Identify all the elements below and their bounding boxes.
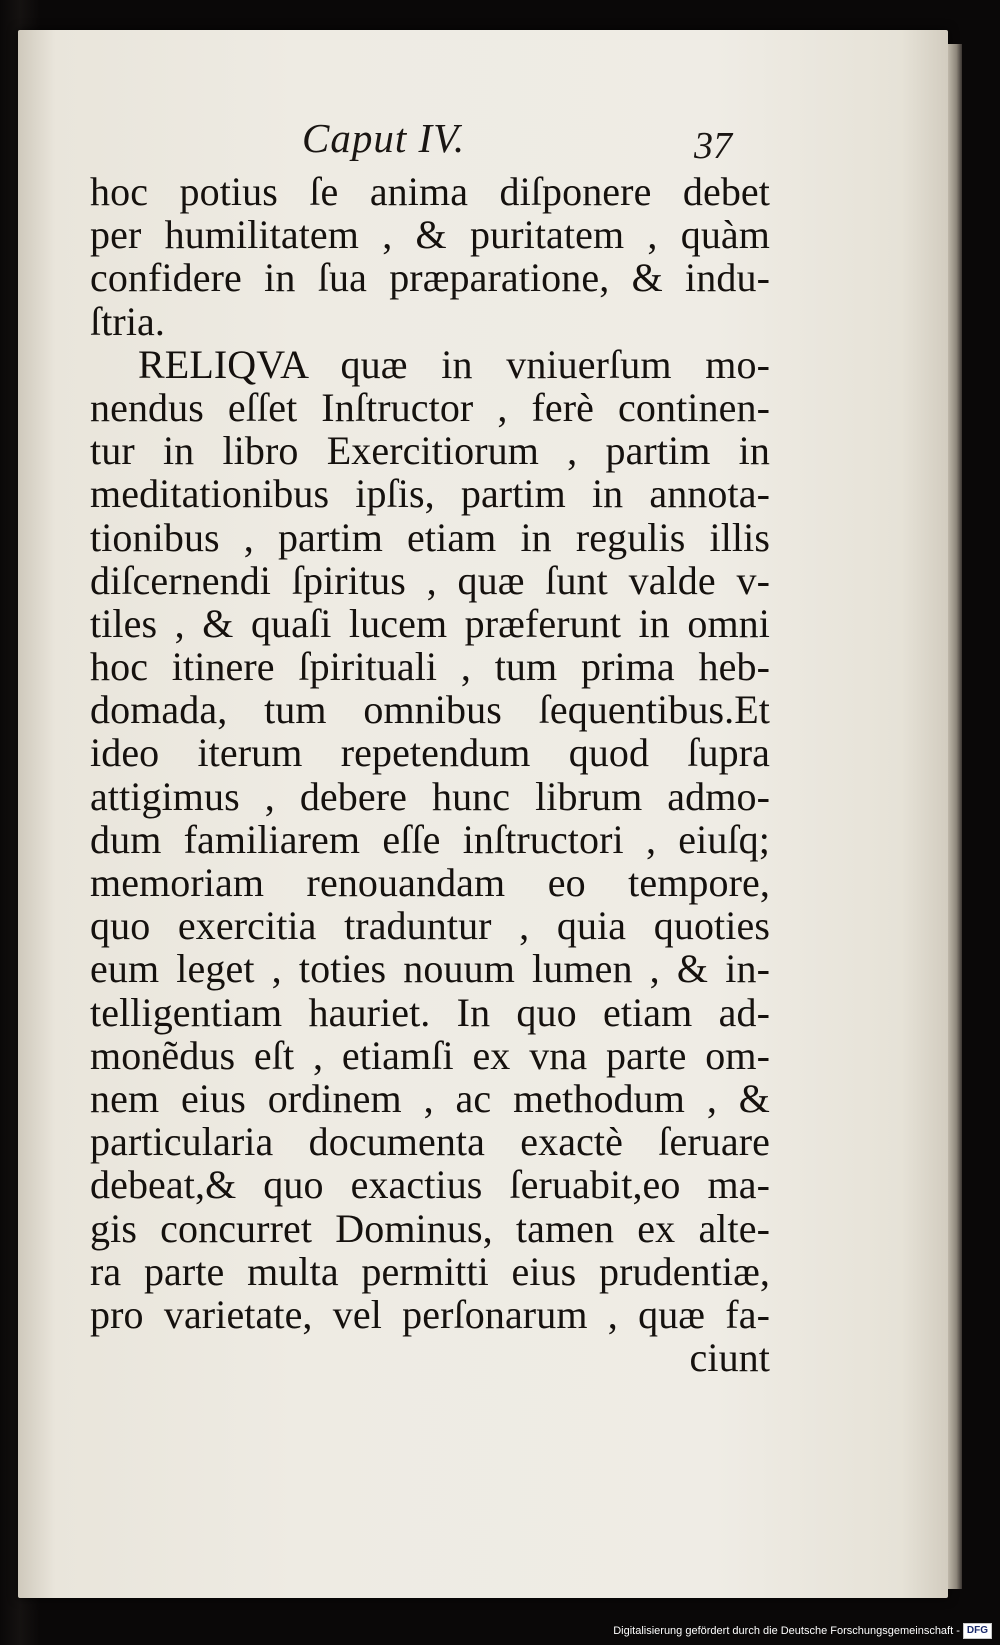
text-line: tiles , & quaſi lucem præferunt in omni xyxy=(90,600,770,646)
text-line: debeat,& quo exactius ſeruabit,eo ma- xyxy=(90,1162,770,1208)
text-line: nendus eſſet Inſtructor , ferè continen- xyxy=(90,384,770,430)
text-line: monẽdus eſt , etiamſi ex vna parte om- xyxy=(90,1032,770,1078)
catchword: ciunt xyxy=(689,1335,770,1381)
digitization-footer xyxy=(613,1623,992,1639)
text-line: gis concurret Dominus, tamen ex alte- xyxy=(90,1205,770,1251)
text-line: quo exercitia traduntur , quia quoties xyxy=(90,903,770,949)
text-line: tur in libro Exercitiorum , partim in xyxy=(90,428,770,474)
text-line: ſtria. xyxy=(90,298,166,344)
text-line: diſcernendi ſpiritus , quæ ſunt valde v- xyxy=(90,557,770,603)
text-line: tionibus , partim etiam in regulis illis xyxy=(90,514,770,560)
text-line: per humilitatem , & puritatem , quàm xyxy=(90,212,770,258)
page-header xyxy=(18,114,948,167)
text-line: confidere in ſua præparatione, & indu- xyxy=(90,255,770,301)
page-number: 37 xyxy=(694,125,732,167)
text-line: hoc itinere ſpirituali , tum prima heb- xyxy=(90,644,770,690)
dfg-logo: DFG xyxy=(963,1623,992,1639)
text-block xyxy=(90,170,770,1379)
text-line: eum leget , toties nouum lumen , & in- xyxy=(90,946,770,992)
text-line: ra parte multa permitti eius prudentiæ, xyxy=(90,1248,770,1294)
text-line: ideo iterum repetendum quod ſupra xyxy=(90,730,770,776)
text-line: RELIQVA quæ in vniuerſum mo- xyxy=(138,341,770,387)
funding-credit: Digitalisierung gefördert durch die Deutsche Forschungsgemeinschaft - xyxy=(613,1625,960,1637)
text-line: telligentiam hauriet. In quo etiam ad- xyxy=(90,989,770,1035)
text-line: particularia documenta exactè ſeruare xyxy=(90,1119,770,1165)
text-line: domada, tum omnibus ſequentibus.Et xyxy=(90,687,770,733)
text-line: attigimus , debere hunc librum admo- xyxy=(90,773,770,819)
text-line: meditationibus ipſis, partim in annota- xyxy=(90,471,770,517)
text-line: pro varietate, vel perſonarum , quæ fa- xyxy=(90,1291,770,1337)
text-line: dum familiarem eſſe inſtructori , eiuſq; xyxy=(90,816,770,862)
text-line: memoriam renouandam eo tempore, xyxy=(90,860,770,905)
text-line: nem eius ordinem , ac methodum , & xyxy=(90,1075,770,1121)
text-line: hoc potius ſe anima diſponere debet xyxy=(90,169,770,214)
book-page xyxy=(18,30,948,1598)
running-head: Caput IV. xyxy=(302,115,466,161)
